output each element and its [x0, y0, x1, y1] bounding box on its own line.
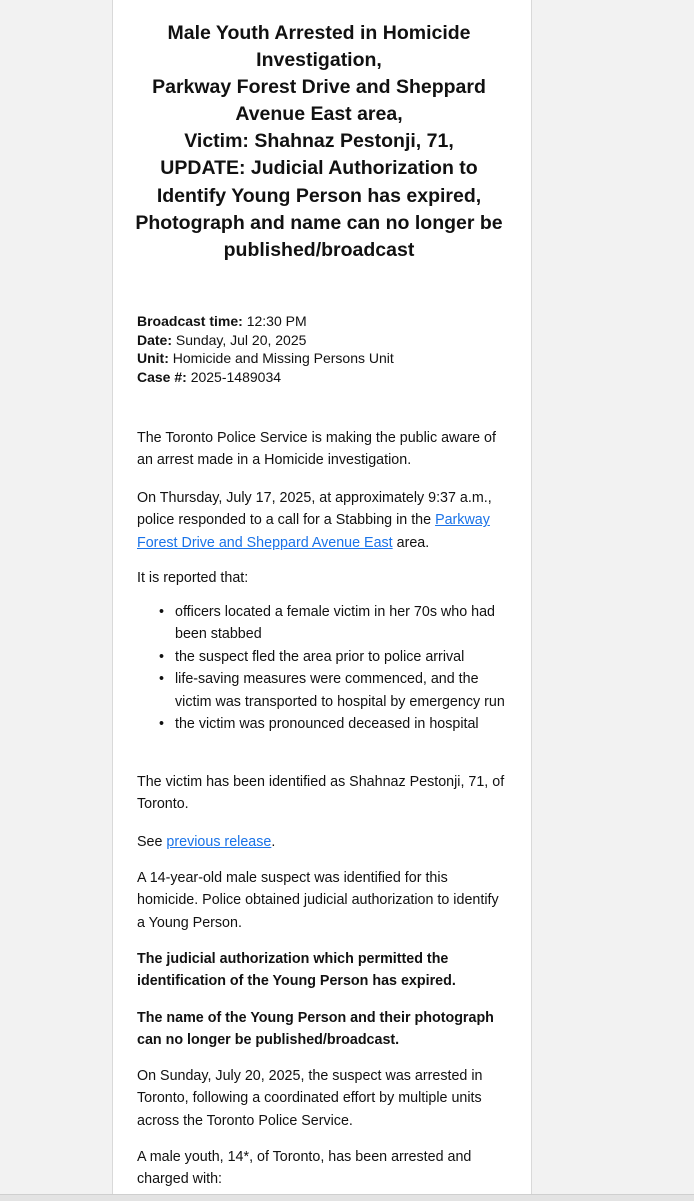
list-item: • the victim was pronounced deceased in hospital	[175, 713, 507, 735]
paragraph-see-previous	[137, 831, 507, 853]
unit-row	[137, 349, 497, 368]
date-label: Date:	[137, 331, 173, 348]
case-value: 2025-1489034	[190, 368, 282, 385]
unit-label: Unit:	[137, 350, 169, 366]
paragraph-charges: A male youth, 14*, of Toronto, has been arrested and charged with:	[137, 1149, 472, 1188]
location-link[interactable]: Parkway Forest Drive and Sheppard Avenue East	[137, 512, 490, 551]
paragraph-arrest: On Sunday, July 20, 2025, the suspect was arrested in Toronto, following a coordinated effort by multiple units across the Toronto Police Service.	[137, 1068, 483, 1129]
title-line-2: Parkway Forest Drive and Sheppard Avenue East area,	[152, 76, 486, 126]
case-label: Case #:	[137, 368, 187, 385]
previous-release-link[interactable]: previous release	[166, 834, 272, 850]
list-item: • officers located a female victim in her 70s who had been stabbed	[175, 601, 507, 646]
case-row	[137, 368, 497, 387]
paragraph-reported: It is reported that:	[137, 570, 249, 586]
paragraph-victim-identified: The victim has been identified as Shahnaz Pestonji, 71, of Toronto.	[137, 774, 505, 813]
date-row	[137, 331, 497, 350]
list-item: • the suspect fled the area prior to police arrival	[175, 646, 507, 668]
paragraph-no-publication: The name of the Young Person and their photograph can no longer be published/broadcast.	[137, 1010, 494, 1049]
release-metadata	[137, 312, 497, 386]
title-line-3: Victim: Shahnaz Pestonji, 71,	[184, 130, 454, 153]
title-line-1: Male Youth Arrested in Homicide Investigation,	[167, 22, 471, 72]
paragraph-suspect: A 14-year-old male suspect was identified for this homicide. Police obtained judicial authorization to identify a Young Person.	[137, 870, 499, 931]
see-text: See	[137, 834, 167, 850]
incident-text-end: area.	[392, 534, 430, 551]
paragraph-intro: The Toronto Police Service is making the public aware of an arrest made in a Homicide investigation.	[137, 430, 496, 469]
title-line-4: UPDATE: Judicial Authorization to Identify Young Person has expired, Photograph and name can no longer be published/broadcast	[135, 157, 503, 261]
paragraph-authorization-expired: The judicial authorization which permitted the identification of the Young Person has expired.	[137, 951, 456, 990]
unit-value: Homicide and Missing Persons Unit	[172, 350, 394, 366]
reported-list	[137, 601, 507, 735]
date-value: Sunday, Jul 20, 2025	[175, 331, 307, 348]
broadcast-time-value: 12:30 PM	[246, 313, 307, 329]
paragraph-incident	[137, 487, 507, 554]
broadcast-time-row	[137, 312, 497, 331]
see-text-end: .	[271, 834, 276, 850]
incident-text-start: On Thursday, July 17, 2025, at approximately 9:37 a.m., police responded to a call for a Stabbing in the	[137, 490, 492, 529]
broadcast-time-label: Broadcast time:	[137, 313, 243, 329]
list-item: • life-saving measures were commenced, and the victim was transported to hospital by emergency run	[175, 668, 507, 713]
page-title	[130, 20, 508, 264]
